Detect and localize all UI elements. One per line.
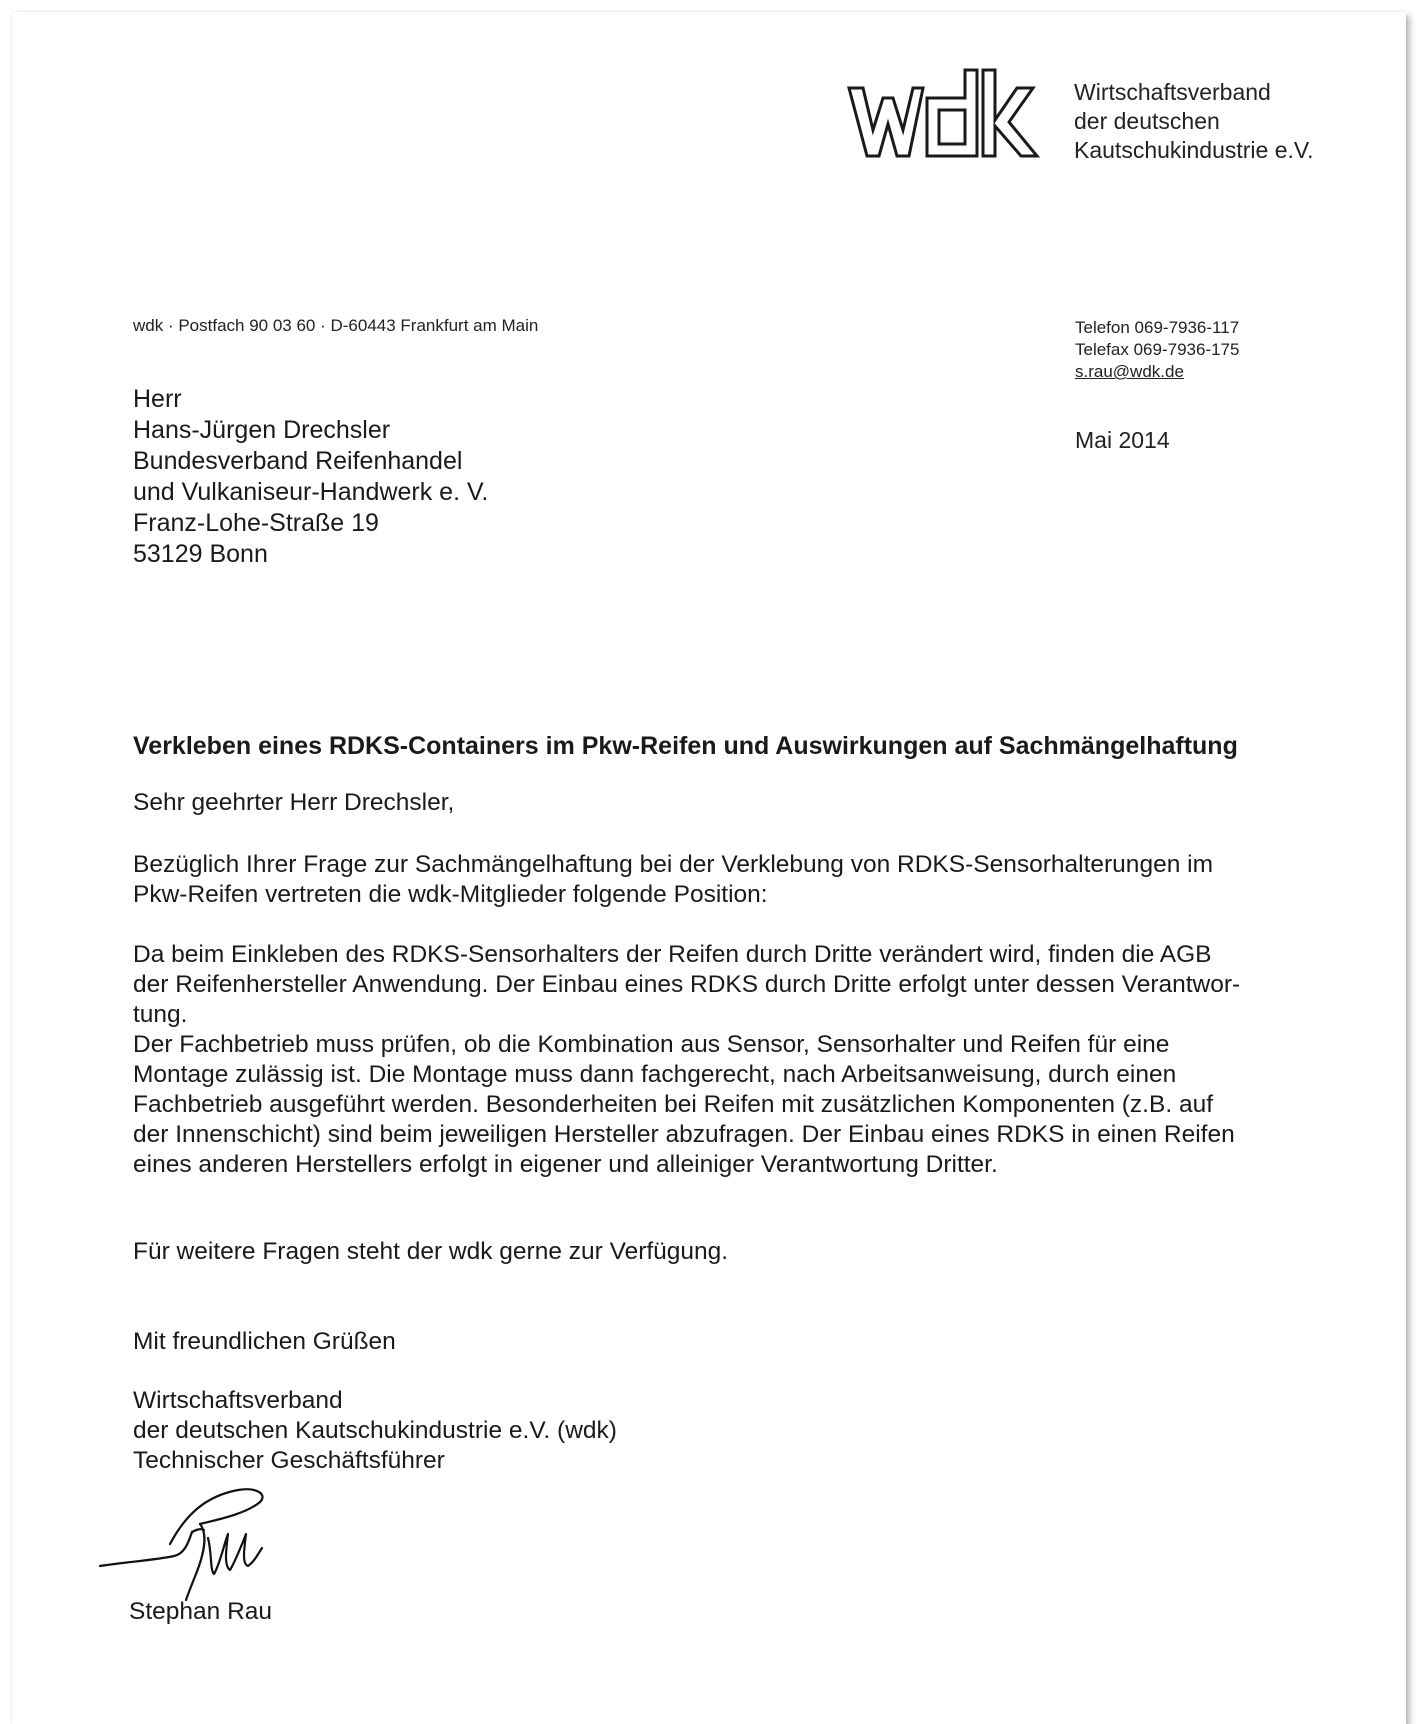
- body-paragraph-1: [133, 850, 1213, 910]
- address-line: Bundesverband Reifenhandel: [133, 447, 463, 475]
- phone-number: Telefon 069-7936-117: [1075, 318, 1240, 337]
- text-line: Da beim Einkleben des RDKS-Sensorhalters der Reifen durch Dritte verändert wird, finden die AGB: [133, 941, 1212, 968]
- address-line: und Vulkaniseur-Handwerk e. V.: [133, 478, 489, 506]
- text-line: Montage zulässig ist. Die Montage muss dann fachgerecht, nach Arbeitsanweisung, durch einen: [133, 1061, 1177, 1088]
- address-line: Hans-Jürgen Drechsler: [133, 416, 391, 444]
- org-name-block: [1074, 78, 1314, 165]
- signature-organisation: [133, 1386, 617, 1476]
- email-link[interactable]: s.rau@wdk.de: [1075, 362, 1184, 381]
- letter-subject: Verkleben eines RDKS-Containers im Pkw-Reifen und Auswirkungen auf Sachmängelhaftung: [133, 732, 1238, 760]
- text-line: Wirtschaftsverband: [133, 1387, 343, 1414]
- text-line: tung.: [133, 1001, 188, 1028]
- handwritten-signature: [96, 1484, 286, 1604]
- text-line: Technischer Geschäftsführer: [133, 1447, 445, 1474]
- org-name-line: Kautschukindustrie e.V.: [1074, 137, 1314, 163]
- address-line: Herr: [133, 385, 182, 413]
- letter-date: Mai 2014: [1075, 427, 1170, 453]
- text-line: Bezüglich Ihrer Frage zur Sachmängelhaftung bei der Verklebung von RDKS-Sensorhalterungen im: [133, 851, 1213, 878]
- recipient-address: [133, 384, 488, 570]
- text-line: Fachbetrieb ausgeführt werden. Besonderheiten bei Reifen mit zusätzlichen Komponenten (z.B. auf: [133, 1091, 1213, 1118]
- wdk-logo: [847, 68, 1047, 164]
- address-line: Franz-Lohe-Straße 19: [133, 509, 379, 537]
- text-line: der Innenschicht) sind beim jeweiligen Hersteller abzufragen. Der Einbau eines RDKS in einen Reifen: [133, 1121, 1235, 1148]
- text-line: eines anderen Herstellers erfolgt in eigener und alleiniger Verantwortung Dritter.: [133, 1151, 998, 1178]
- text-line: Pkw-Reifen vertreten die wdk-Mitglieder folgende Position:: [133, 881, 768, 908]
- body-paragraph-2: [133, 940, 1240, 1180]
- closing-phrase: Mit freundlichen Grüßen: [133, 1328, 396, 1355]
- contact-block: [1075, 317, 1239, 383]
- text-line: der Reifenhersteller Anwendung. Der Einbau eines RDKS durch Dritte erfolgt unter dessen Verantwor-: [133, 971, 1241, 998]
- text-line: Der Fachbetrieb muss prüfen, ob die Kombination aus Sensor, Sensorhalter und Reifen für eine: [133, 1031, 1170, 1058]
- salutation: Sehr geehrter Herr Drechsler,: [133, 789, 455, 816]
- text-line: der deutschen Kautschukindustrie e.V. (wdk): [133, 1417, 617, 1444]
- body-paragraph-3: Für weitere Fragen steht der wdk gerne zur Verfügung.: [133, 1238, 729, 1265]
- fax-number: Telefax 069-7936-175: [1075, 340, 1240, 359]
- org-name-line: Wirtschaftsverband: [1074, 79, 1271, 105]
- org-name-line: der deutschen: [1074, 108, 1220, 134]
- signer-name: Stephan Rau: [129, 1598, 273, 1625]
- sender-return-address: wdk · Postfach 90 03 60 · D-60443 Frankfurt am Main: [133, 316, 539, 335]
- address-line: 53129 Bonn: [133, 540, 268, 568]
